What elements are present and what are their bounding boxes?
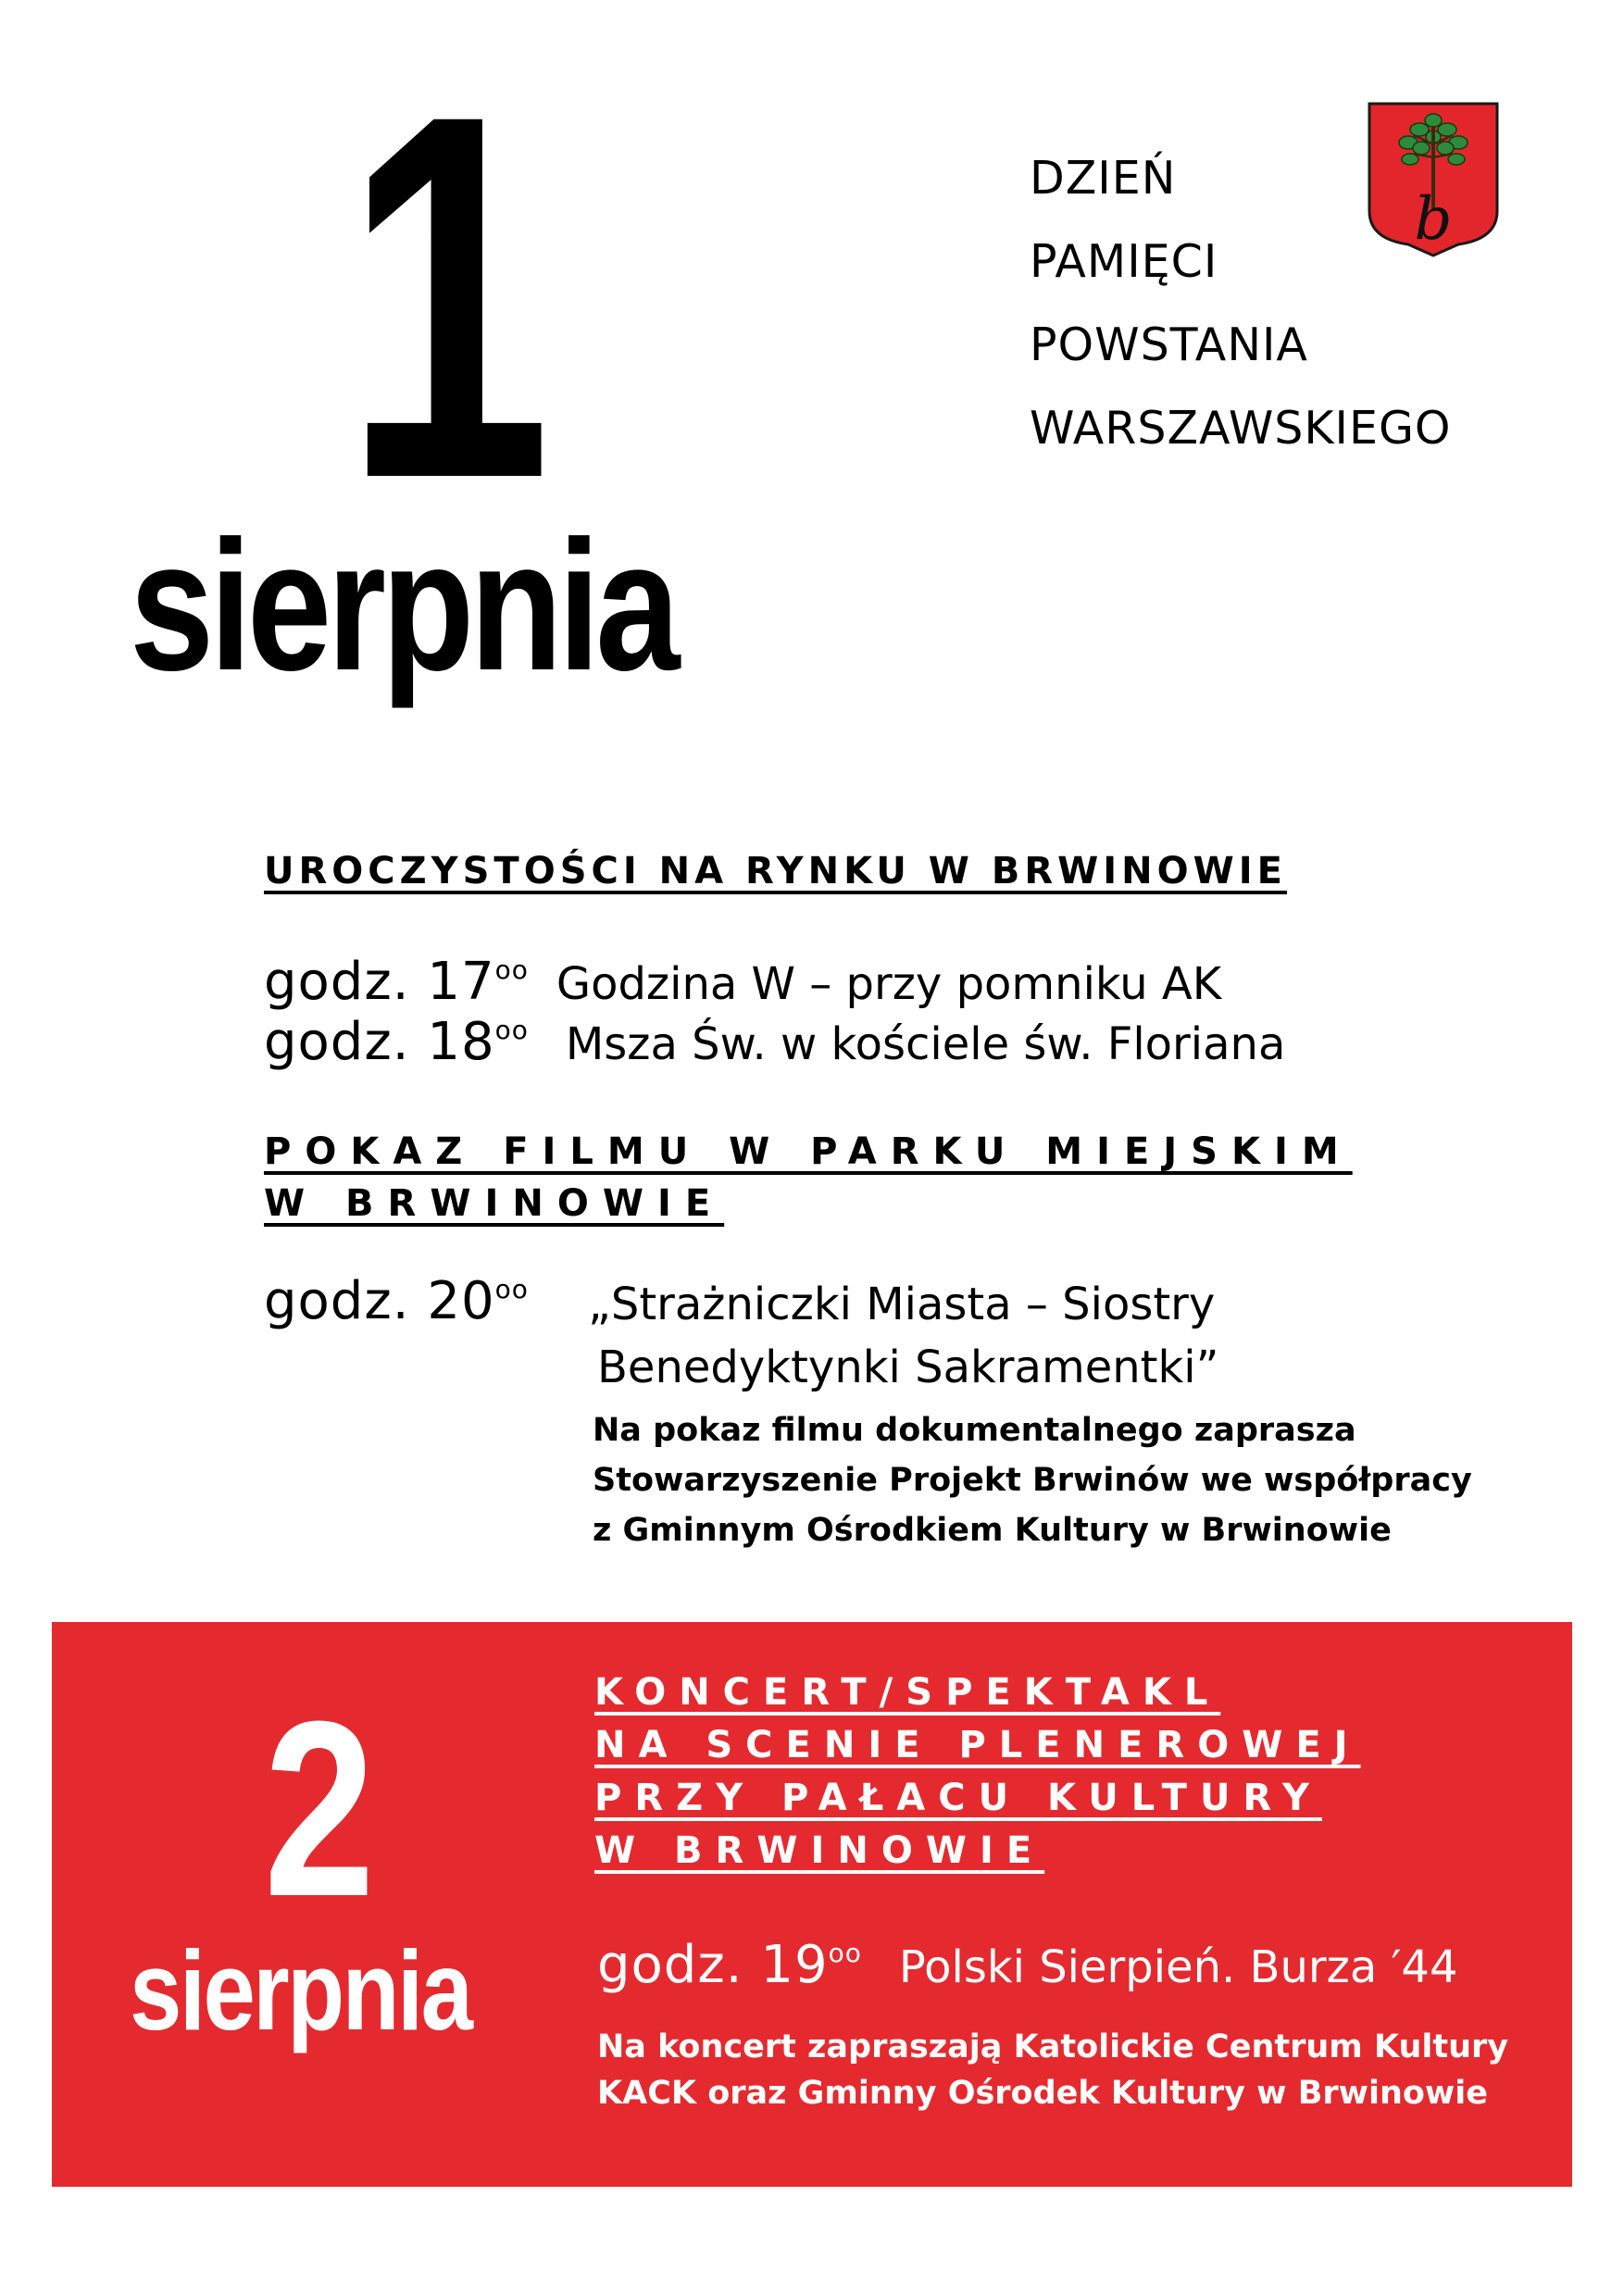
film-time: godz. $20^{oo}$ (264, 1271, 529, 1331)
schedule-desc: Msza Św. w kościele św. Floriana (565, 1018, 1286, 1070)
day-number-2: 2 (263, 1670, 376, 1949)
section-heading-line: KONCERT/SPEKTAKL (594, 1671, 1221, 1714)
section-heading-line: PRZY PAŁACU KULTURY (594, 1777, 1322, 1819)
film-note-line: Stowarzyszenie Projekt Brwinów we współpracy (593, 1462, 1472, 1499)
concert-note (597, 2024, 1508, 2116)
event-title-line: POWSTANIA (1030, 318, 1308, 371)
event-title-line: PAMIĘCI (1030, 235, 1218, 288)
film-note (593, 1405, 1472, 1555)
film-note-line: z Gminnym Ośrodkiem Kultury w Brwinowie (593, 1512, 1392, 1549)
concert-note-line: Na koncert zapraszają Katolickie Centrum Kultury (597, 2028, 1509, 2065)
coat-of-arms-letter: b (1414, 185, 1453, 254)
schedule-time: godz. $18^{oo}$ (264, 1012, 529, 1072)
film-title-line: Benedyktynki Sakramentki” (597, 1341, 1219, 1393)
section-heading-film (264, 1128, 1353, 1231)
schedule-time: godz. $17^{oo}$ (264, 952, 529, 1012)
event-title-line: DZIEŃ (1030, 152, 1177, 205)
schedule-row (264, 1014, 1285, 1073)
section-heading-line: W BRWINOWIE (594, 1829, 1045, 1872)
section-heading-ceremonies: UROCZYSTOŚCI NA RYNKU W BRWINOWIE (264, 850, 1287, 892)
coat-of-arms-icon (1366, 100, 1501, 257)
section-heading-line: POKAZ FILMU W PARKU MIEJSKIM (264, 1130, 1353, 1173)
section-heading-line: W BRWINOWIE (264, 1182, 725, 1225)
month-label-1: sierpnia (130, 503, 676, 709)
event-title-line: WARSZAWSKIEGO (1030, 402, 1452, 455)
schedule-row (264, 954, 1221, 1013)
schedule-desc: Godzina W – przy pomniku AK (556, 958, 1222, 1010)
schedule-desc: Polski Sierpień. Burza ′44 (898, 1941, 1458, 1993)
film-title-line: „Strażniczki Miasta – Siostry (588, 1279, 1216, 1330)
day-number-1: 1 (344, 6, 545, 586)
month-label-2: sierpnia (130, 1928, 471, 2053)
film-note-line: Na pokaz filmu dokumentalnego zaprasza (593, 1412, 1356, 1449)
concert-note-line: KACK oraz Gminny Ośrodek Kultury w Brwinowie (597, 2075, 1489, 2112)
schedule-row (597, 1937, 1457, 1996)
section-heading-concert (594, 1666, 1361, 1878)
film-title (588, 1273, 1218, 1399)
section-heading-line: NA SCENIE PLENEROWEJ (594, 1724, 1361, 1766)
schedule-time: godz. $19^{oo}$ (597, 1935, 862, 1995)
